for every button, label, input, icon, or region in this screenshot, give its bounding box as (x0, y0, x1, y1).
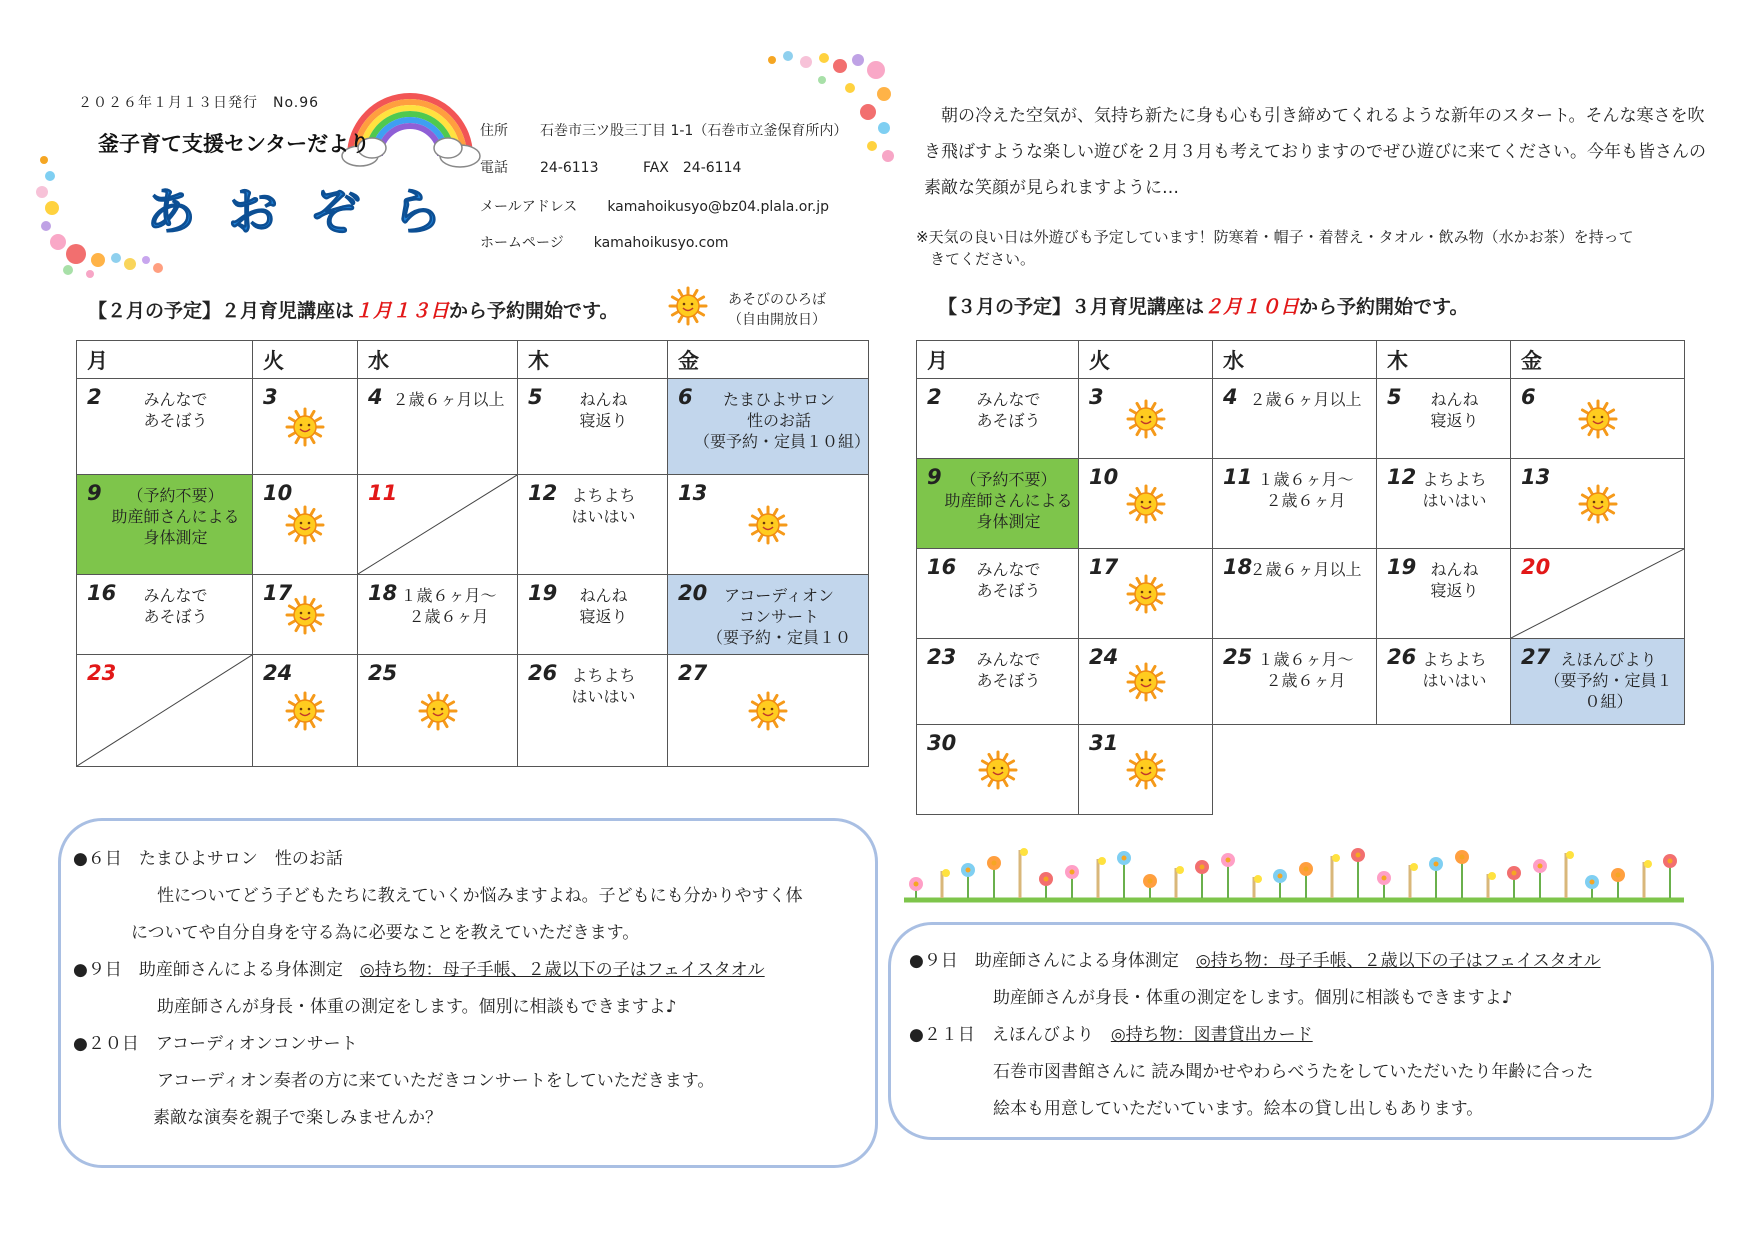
day-event: よちよち はいはい (571, 666, 636, 706)
day-number: 25 (368, 661, 398, 685)
calendar-day-cell (358, 655, 518, 767)
mar-event-measure-desc: 助産師さんが身長・体重の測定をします。個別に相談もできますよ♪ (993, 988, 1513, 1008)
mar-event-ehon-title: ●２１日 えほんびより (909, 1025, 1094, 1045)
day-event: ２歳６ヶ月以上 (1249, 560, 1362, 579)
day-number: 17 (263, 581, 293, 605)
mar-details-box (888, 922, 1714, 1140)
calendar-week-row (917, 379, 1685, 459)
day-number: 12 (1387, 465, 1417, 489)
weekday-header: 木 (1377, 341, 1511, 379)
free-play-sublabel: （自由開放日） (728, 312, 826, 328)
mar-event-ehon-items: ◎持ち物：図書貸出カード (1110, 1025, 1313, 1045)
weekday-header: 月 (917, 341, 1079, 379)
day-event: よちよち はいはい (1422, 650, 1487, 690)
calendar-day-cell (1377, 639, 1511, 725)
calendar-day-cell (77, 655, 253, 767)
weekday-header: 水 (1213, 341, 1377, 379)
day-event: １歳６ヶ月～ ２歳６ヶ月 (400, 586, 497, 626)
issue-date: ２０２６年１月１３日発行 No.96 (78, 95, 320, 111)
calendar-empty-cell (1213, 725, 1377, 815)
day-number: 23 (87, 661, 117, 685)
calendar-day-cell (1079, 459, 1213, 549)
day-event: みんなで あそぼう (976, 560, 1041, 600)
calendar-day-cell (253, 575, 358, 655)
day-number: 25 (1223, 645, 1253, 669)
address-label: 住所 (480, 123, 508, 139)
day-number: 16 (87, 581, 117, 605)
day-number: 17 (1089, 555, 1119, 579)
day-number: 20 (678, 581, 708, 605)
feb-schedule-title (88, 296, 619, 323)
calendar-day-cell (518, 475, 668, 575)
feb-event-salon-title: ●６日 たまひよサロン 性のお話 (73, 849, 343, 869)
intro-paragraph: 朝の冷えた空気が、気持ち新たに身も心も引き締めてくれるような新年のスタート。そんな寒さを吹き飛ばすような楽しい遊びを２月３月も考えておりますのでぜひ遊びに来てください。今年も皆さんの素敵な笑顔が見られますように… (924, 106, 1706, 198)
day-event: みんなで あそぼう (143, 586, 208, 626)
day-number: 18 (368, 581, 398, 605)
day-event: １歳６ヶ月～ ２歳６ヶ月 (1257, 650, 1354, 690)
feb-calendar (76, 340, 869, 767)
feb-title-suffix: から予約開始です。 (449, 300, 619, 322)
day-number: 6 (1521, 385, 1536, 409)
calendar-day-cell (668, 575, 869, 655)
feb-title-date: １月１３日 (354, 300, 450, 322)
mar-title-suffix: から予約開始です。 (1299, 296, 1469, 318)
weekday-header: 火 (253, 341, 358, 379)
day-number: 26 (1387, 645, 1417, 669)
title-char-2: お (228, 183, 278, 241)
day-event: ねんね 寝返り (579, 586, 628, 626)
calendar-week-row (917, 459, 1685, 549)
calendar-day-cell (1377, 379, 1511, 459)
feb-event-concert-desc-2: 素敵な演奏を親子で楽しみませんか？ (153, 1108, 442, 1128)
weekday-header: 水 (358, 341, 518, 379)
calendar-day-cell (518, 379, 668, 475)
feb-event-salon-desc-2: についてや自分自身を守る為に必要なことを教えていただきます。 (131, 923, 640, 943)
calendar-week-row (77, 379, 869, 475)
calendar-day-cell (917, 379, 1079, 459)
day-number: 9 (87, 481, 102, 505)
day-number: 2 (87, 385, 102, 409)
weekday-header: 金 (1511, 341, 1685, 379)
sun-icon (668, 286, 708, 330)
day-event: ２歳６ヶ月以上 (1249, 390, 1362, 409)
feb-event-concert-title: ●２０日 アコーディオンコンサート (73, 1034, 358, 1054)
day-event: みんなで あそぼう (143, 390, 208, 430)
day-number: 5 (1387, 385, 1402, 409)
day-number: 3 (263, 385, 278, 409)
address-row (480, 120, 847, 140)
outdoor-notice (916, 226, 1726, 270)
calendar-day-cell (358, 379, 518, 475)
day-number: 30 (927, 731, 957, 755)
email-row (480, 196, 829, 216)
day-number: 27 (1521, 645, 1551, 669)
phone-row (480, 157, 741, 177)
homepage-link[interactable]: kamahoikusyo.com (593, 235, 729, 251)
mar-event-measure-title: ●９日 助産師さんによる身体測定 (909, 951, 1179, 971)
day-number: 11 (368, 481, 398, 505)
day-number: 2 (927, 385, 942, 409)
weekday-header: 月 (77, 341, 253, 379)
day-number: 10 (1089, 465, 1119, 489)
weekday-header: 金 (668, 341, 869, 379)
calendar-day-cell (253, 475, 358, 575)
calendar-day-cell (77, 379, 253, 475)
calendar-day-cell (1511, 459, 1685, 549)
day-number: 19 (1387, 555, 1417, 579)
day-number: 13 (1521, 465, 1551, 489)
calendar-empty-cell (1511, 725, 1685, 815)
feb-event-measure-row (73, 952, 875, 989)
free-play-label: あそびのひろば (728, 292, 826, 308)
day-number: 27 (678, 661, 708, 685)
day-event: えほんびより （要予約・定員１０組） (1544, 650, 1673, 711)
day-number: 11 (1223, 465, 1253, 489)
fax-label: FAX (642, 160, 669, 176)
day-number: 23 (927, 645, 957, 669)
feb-details-box (58, 818, 878, 1168)
day-event: よちよち はいはい (1422, 470, 1487, 510)
day-number: 24 (263, 661, 293, 685)
feb-event-measure-desc: 助産師さんが身長・体重の測定をします。個別に相談もできますよ♪ (157, 997, 677, 1017)
day-event: ねんね 寝返り (579, 390, 628, 430)
calendar-day-cell (668, 379, 869, 475)
calendar-day-cell (1079, 639, 1213, 725)
calendar-day-cell (1213, 459, 1377, 549)
calendar-week-row (917, 549, 1685, 639)
day-event: ねんね 寝返り (1430, 390, 1479, 430)
mar-calendar (916, 340, 1685, 815)
free-play-legend (728, 290, 826, 330)
title-char-3: ぞ (310, 183, 360, 241)
mar-event-ehon-desc-1: 石巻市図書館さんに 読み聞かせやわらべうたをしていただいたり年齢に合った (993, 1062, 1594, 1082)
calendar-day-cell (917, 639, 1079, 725)
calendar-day-cell (917, 459, 1079, 549)
calendar-day-cell (1213, 549, 1377, 639)
calendar-day-cell (1511, 639, 1685, 725)
calendar-day-cell (1079, 379, 1213, 459)
day-number: 31 (1089, 731, 1119, 755)
calendar-week-row (917, 725, 1685, 815)
phone-value: 24-6113 (540, 160, 599, 176)
notice-line-2: きてください。 (930, 250, 1036, 268)
notice-line-1: ※天気の良い日は外遊びも予定しています！防寒着・帽子・着替え・タオル・飲み物（水かお茶）を持って (916, 228, 1634, 246)
homepage-label: ホームページ (480, 235, 564, 251)
day-number: 24 (1089, 645, 1119, 669)
calendar-day-cell (1511, 379, 1685, 459)
day-number: 26 (528, 661, 558, 685)
day-event: ２歳６ヶ月以上 (392, 390, 505, 409)
address-value: 石巻市三ツ股三丁目 1-1（石巻市立釜保育所内） (540, 123, 848, 139)
day-event: （予約不要） 助産師さんによる 身体測定 (944, 470, 1073, 531)
calendar-day-cell (253, 655, 358, 767)
calendar-day-cell (518, 655, 668, 767)
calendar-day-cell (668, 655, 869, 767)
calendar-day-cell (1377, 459, 1511, 549)
email-label: メールアドレス (480, 199, 578, 215)
org-name: 釜子育て支援センターだより (98, 132, 371, 156)
day-number: 13 (678, 481, 708, 505)
day-event: よちよち はいはい (571, 486, 636, 526)
day-number: 5 (528, 385, 543, 409)
calendar-day-cell (518, 575, 668, 655)
calendar-day-cell (668, 475, 869, 575)
calendar-week-row (77, 475, 869, 575)
day-number: 3 (1089, 385, 1104, 409)
title-char-4: ら (392, 183, 442, 241)
decorative-dots-right (760, 48, 910, 168)
calendar-day-cell (77, 475, 253, 575)
calendar-week-row (917, 639, 1685, 725)
calendar-week-row (77, 575, 869, 655)
day-event: アコーディオン コンサート （要予約・定員１０ (706, 586, 851, 647)
weekday-header: 火 (1079, 341, 1213, 379)
phone-label: 電話 (480, 160, 508, 176)
day-number: 4 (1223, 385, 1238, 409)
calendar-day-cell (1511, 549, 1685, 639)
day-number: 18 (1223, 555, 1253, 579)
feb-event-salon-desc-1: 性についてどう子どもたちに教えていくか悩みますよね。子どもにも分かりやすく体 (157, 886, 803, 906)
day-event: １歳６ヶ月～ ２歳６ヶ月 (1257, 470, 1354, 510)
sun-icon (1511, 379, 1684, 458)
day-number: 19 (528, 581, 558, 605)
calendar-day-cell (1213, 379, 1377, 459)
feb-title-prefix: 【２月の予定】２月育児講座は (88, 300, 355, 322)
day-event: たまひよサロン 性のお話 （要予約・定員１０組） (694, 390, 871, 451)
mar-event-ehon-desc-2: 絵本も用意していただいています。絵本の貸し出しもあります。 (993, 1099, 1484, 1119)
day-number: 10 (263, 481, 293, 505)
day-number: 4 (368, 385, 383, 409)
calendar-day-cell (358, 475, 518, 575)
day-event: みんなで あそぼう (976, 390, 1041, 430)
mar-schedule-title (938, 292, 1469, 319)
calendar-week-row (77, 655, 869, 767)
mar-event-ehon-row (909, 1017, 1711, 1054)
calendar-day-cell (917, 725, 1079, 815)
calendar-empty-cell (1377, 725, 1511, 815)
mar-event-measure-row (909, 943, 1711, 980)
flower-border (904, 836, 1684, 906)
day-event: みんなで あそぼう (976, 650, 1041, 690)
calendar-day-cell (253, 379, 358, 475)
calendar-day-cell (1377, 549, 1511, 639)
feb-event-measure-title: ●９日 助産師さんによる身体測定 (73, 960, 343, 980)
day-number: 20 (1521, 555, 1551, 579)
fax-value: 24-6114 (682, 160, 742, 176)
calendar-day-cell (1079, 725, 1213, 815)
calendar-day-cell (77, 575, 253, 655)
day-number: 9 (927, 465, 942, 489)
day-event: ねんね 寝返り (1430, 560, 1479, 600)
feb-event-concert-desc-1: アコーディオン奏者の方に来ていただきコンサートをしていただきます。 (157, 1071, 715, 1091)
day-number: 6 (678, 385, 693, 409)
day-number: 12 (528, 481, 558, 505)
calendar-day-cell (917, 549, 1079, 639)
day-number: 16 (927, 555, 957, 579)
calendar-day-cell (1213, 639, 1377, 725)
email-link[interactable]: kamahoikusyo@bz04.plala.or.jp (607, 199, 830, 215)
title-char-1: あ (146, 183, 196, 241)
feb-event-measure-items: ◎持ち物：母子手帳、２歳以下の子はフェイスタオル (359, 960, 765, 980)
mar-title-date: ２月１０日 (1204, 296, 1300, 318)
homepage-row (480, 232, 729, 252)
calendar-day-cell (358, 575, 518, 655)
mar-event-measure-items: ◎持ち物：母子手帳、２歳以下の子はフェイスタオル (1195, 951, 1601, 971)
calendar-day-cell (1079, 549, 1213, 639)
weekday-header: 木 (518, 341, 668, 379)
mar-title-prefix: 【３月の予定】３月育児講座は (938, 296, 1205, 318)
day-event: （予約不要） 助産師さんによる 身体測定 (111, 486, 240, 547)
